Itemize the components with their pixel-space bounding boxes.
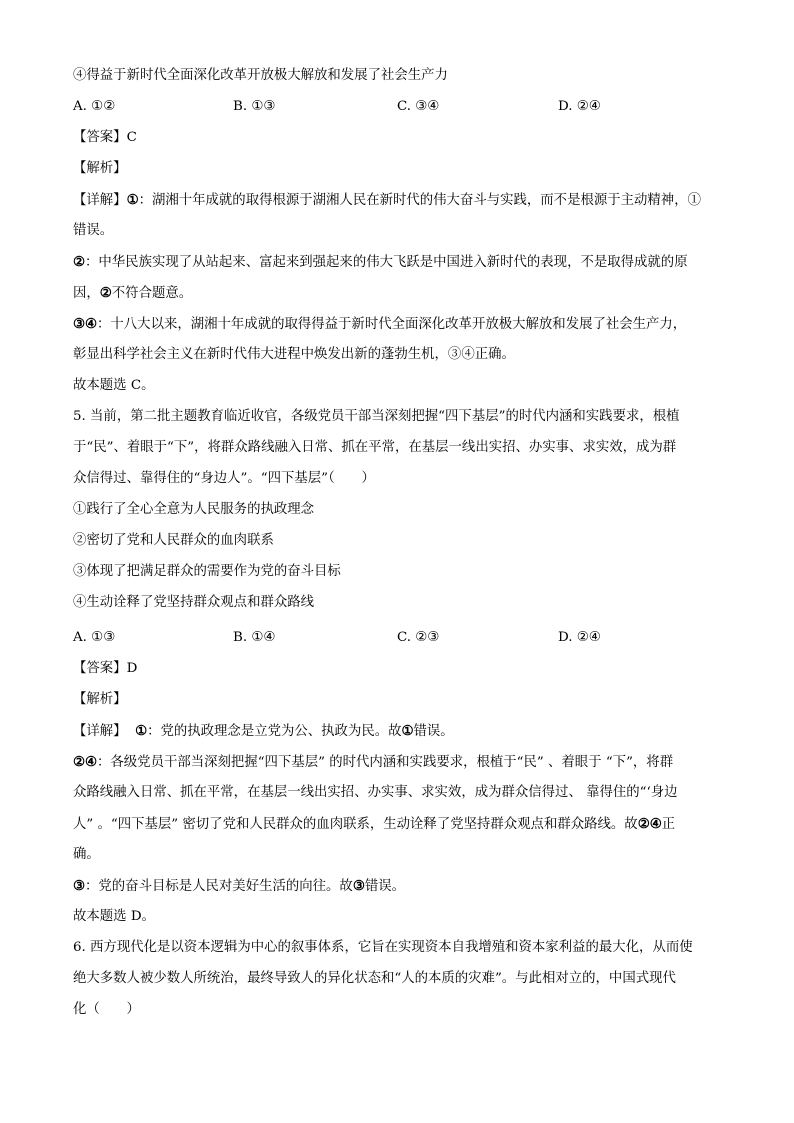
q4-answer-label: 【答案】 (73, 130, 127, 145)
q4-detail-2-cont (73, 283, 733, 304)
q4-detail-2 (73, 252, 733, 273)
q5-detail-2 (73, 752, 733, 773)
q4-answer-line (73, 128, 733, 148)
q5-detail-2-line-3b: 正 (661, 817, 676, 832)
q4-detail-3-mark: ③④ (73, 316, 98, 332)
q4-detail-3 (73, 314, 733, 335)
q5-option-b: B. ①④ (233, 630, 276, 645)
q4-detail-label: 【详解】 (73, 193, 127, 208)
q4-detail-3-text: ：十八大以来，湖湘十年成就的取得得益于新时代全面深化改革开放极大解放和发展了社会生产力， (97, 317, 687, 332)
q5-answer-value: D (126, 661, 138, 676)
q5-option-a: A. ①③ (73, 630, 116, 645)
q5-stem-3: 众信得过、靠得住的“身边人”。“四下基层”（ ） (73, 471, 375, 486)
q5-item-4: ④生动诠释了党坚持群众观点和群众路线 (73, 595, 315, 610)
q5-detail-2-text: ：各级党员干部当深刻把握“四下基层” 的时代内涵和实践要求，根植于“民” 、着眼于 “下”，将群 (97, 755, 674, 770)
q4-detail-1-cont: 错误。 (73, 223, 114, 238)
q5-conclusion: 故本题选 D。 (73, 909, 155, 924)
q4-detail-1-mark: ① (126, 192, 139, 208)
q5-detail-1-mark: ① (135, 723, 148, 739)
q4-option-d: D. ②④ (558, 99, 601, 114)
q4-detail-2-text: ：中华民族实现了从站起来、富起来到强起来的伟大飞跃是中国进入新时代的表现，不是取得成就的原 (85, 255, 688, 270)
q5-answer-line (73, 659, 733, 679)
q5-item-2: ②密切了党和人民群众的血肉联系 (73, 533, 274, 548)
q5-detail-2-mark: ②④ (73, 754, 98, 770)
q5-detail-3-mark2: ③ (352, 878, 365, 894)
q5-stem-2: 于“民”、着眼于“下”，将群众路线融入日常、抓在平常，在基层一线出实招、办实事、求实效，成为群 (73, 440, 677, 455)
q4-option-b: B. ①③ (233, 99, 276, 114)
q4-detail-2-cont-mark: ② (99, 285, 112, 301)
q5-detail-2-line-3a: 人” 。“四下基层” 密切了党和人民群众的血肉联系，生动诠释了党坚持群众观点和群众路线。故 (73, 817, 638, 832)
q6-stem-1: 6. 西方现代化是以资本逻辑为中心的叙事体系，它旨在实现资本自我增殖和资本家利益的最大化，从而使 (73, 940, 693, 955)
q5-detail-1-text: ：党的执政理念是立党为公、执政为民。故 (147, 724, 402, 739)
q4-detail-3-cont: 彰显出科学社会主义在新时代伟大进程中焕发出新的蓬勃生机，③④正确。 (73, 347, 515, 362)
q5-answer-label: 【答案】 (73, 661, 127, 676)
q5-detail-3-mark: ③ (73, 878, 86, 894)
q4-answer-value: C (126, 130, 137, 145)
q4-detail-1 (73, 190, 733, 211)
q4-detail-2-mark: ② (73, 254, 86, 270)
q5-detail-3-end: 错误。 (364, 879, 406, 894)
q4-analysis-label: 【解析】 (73, 161, 127, 176)
q4-option-c: C. ③④ (397, 99, 440, 114)
q5-detail-2-line-3-mark: ②④ (637, 816, 662, 832)
q5-detail-2-line-3 (73, 814, 733, 835)
q5-item-3: ③体现了把满足群众的需要作为党的奋斗目标 (73, 564, 341, 579)
q6-stem-3: 化（ ） (73, 1002, 140, 1017)
q5-detail-2-line-4: 确。 (73, 847, 100, 862)
q4-option-a: A. ①② (73, 99, 116, 114)
q5-detail-2-line-2: 众路线融入日常、抓在平常，在基层一线出实招、办实事、求实效，成为群众信得过、 靠得住的“‘身边 (73, 785, 678, 800)
q4-detail-2-cont-b: 不符合题意。 (111, 286, 193, 301)
q6-stem-2: 绝大多数人被少数人所统治，最终导致人的异化状态和“人的本质的灾难”。与此相对立的，中国式现代 (73, 971, 676, 986)
q5-stem-1: 5. 当前，第二批主题教育临近收官，各级党员干部当深刻把握“四下基层”的时代内涵和实践要求，根植 (73, 409, 680, 424)
q5-detail-label: 【详解】 (73, 724, 127, 739)
q5-detail-3 (73, 876, 733, 897)
q4-detail-1-text: ：湖湘十年成就的取得根源于湖湘人民在新时代的伟大奋斗与实践，而不是根源于主动精神，① (138, 193, 701, 208)
q5-detail-3-text: ：党的奋斗目标是人民对美好生活的向往。故 (85, 879, 353, 894)
q5-analysis-label: 【解析】 (73, 692, 127, 707)
q5-detail-1 (73, 721, 733, 742)
q4-detail-2-cont-a: 因， (73, 286, 100, 301)
q5-option-d: D. ②④ (558, 630, 601, 645)
q4-item-4: ④得益于新时代全面深化改革开放极大解放和发展了社会生产力 (73, 68, 448, 83)
q5-item-1: ①践行了全心全意为人民服务的执政理念 (73, 502, 315, 517)
q4-conclusion: 故本题选 C。 (73, 378, 155, 393)
q5-detail-1-mark2: ① (401, 723, 414, 739)
q5-option-c: C. ②③ (397, 630, 440, 645)
q5-detail-1-end: 错误。 (413, 724, 454, 739)
